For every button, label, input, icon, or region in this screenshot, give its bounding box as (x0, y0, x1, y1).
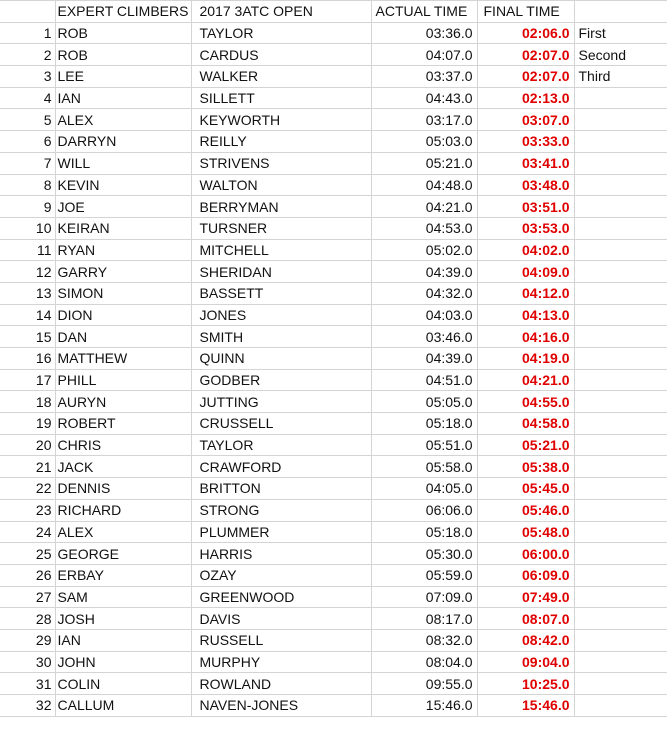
cell-rank[interactable]: 23 (0, 499, 55, 521)
cell-placing[interactable] (574, 109, 667, 131)
cell-first-name[interactable]: DAN (55, 326, 191, 348)
cell-last-name[interactable]: NAVEN-JONES (191, 695, 371, 717)
cell-final-time[interactable]: 04:13.0 (477, 304, 574, 326)
cell-first-name[interactable]: SAM (55, 586, 191, 608)
cell-last-name[interactable]: SILLETT (191, 87, 371, 109)
cell-actual-time[interactable]: 04:39.0 (371, 348, 477, 370)
cell-first-name[interactable]: JOE (55, 196, 191, 218)
cell-rank[interactable]: 12 (0, 261, 55, 283)
cell-last-name[interactable]: SMITH (191, 326, 371, 348)
cell-last-name[interactable]: REILLY (191, 131, 371, 153)
table-row (0, 282, 667, 304)
cell-last-name[interactable]: BRITTON (191, 478, 371, 500)
cell-last-name[interactable]: TAYLOR (191, 22, 371, 44)
cell-last-name[interactable]: CRAWFORD (191, 456, 371, 478)
cell-first-name[interactable]: ROBERT (55, 413, 191, 435)
cell-actual-time[interactable]: 05:18.0 (371, 521, 477, 543)
cell-final-time[interactable]: 05:48.0 (477, 521, 574, 543)
cell-rank[interactable]: 8 (0, 174, 55, 196)
cell-first-name[interactable]: IAN (55, 629, 191, 651)
cell-actual-time[interactable]: 06:06.0 (371, 499, 477, 521)
cell-last-name[interactable]: DAVIS (191, 608, 371, 630)
results-body (0, 1, 667, 717)
cell-placing[interactable] (574, 413, 667, 435)
cell-final-time[interactable]: 04:02.0 (477, 239, 574, 261)
table-row (0, 456, 667, 478)
cell-last-name[interactable]: OZAY (191, 564, 371, 586)
cell-first-name[interactable]: ROB (55, 44, 191, 66)
cell-last-name[interactable]: STRIVENS (191, 152, 371, 174)
cell-placing[interactable] (574, 304, 667, 326)
cell-first-name[interactable]: DARRYN (55, 131, 191, 153)
cell-actual-time[interactable]: 04:48.0 (371, 174, 477, 196)
table-row (0, 608, 667, 630)
cell-first-name[interactable]: COLIN (55, 673, 191, 695)
cell-final-time[interactable]: 03:07.0 (477, 109, 574, 131)
cell-last-name[interactable]: RUSSELL (191, 629, 371, 651)
cell-placing[interactable] (574, 326, 667, 348)
cell-rank[interactable]: 16 (0, 348, 55, 370)
cell-first-name[interactable]: WILL (55, 152, 191, 174)
cell-rank[interactable]: 17 (0, 369, 55, 391)
table-row (0, 109, 667, 131)
cell-first-name[interactable]: JACK (55, 456, 191, 478)
cell-final-time[interactable]: 02:07.0 (477, 66, 574, 88)
cell-final-time[interactable]: 04:12.0 (477, 282, 574, 304)
table-row (0, 304, 667, 326)
cell-rank[interactable]: 4 (0, 87, 55, 109)
table-row (0, 391, 667, 413)
table-row (0, 413, 667, 435)
cell-placing[interactable] (574, 629, 667, 651)
cell-actual-time[interactable]: 05:21.0 (371, 152, 477, 174)
cell-rank[interactable]: 5 (0, 109, 55, 131)
cell-rank[interactable]: 20 (0, 434, 55, 456)
cell-last-name[interactable]: QUINN (191, 348, 371, 370)
cell-last-name[interactable]: CARDUS (191, 44, 371, 66)
cell-placing[interactable] (574, 456, 667, 478)
cell-final-time[interactable]: 06:00.0 (477, 543, 574, 565)
cell-actual-time[interactable]: 03:36.0 (371, 22, 477, 44)
cell-actual-time[interactable]: 03:46.0 (371, 326, 477, 348)
cell-rank[interactable]: 6 (0, 131, 55, 153)
table-row (0, 66, 667, 88)
cell-actual-time[interactable]: 15:46.0 (371, 695, 477, 717)
header-cell-first-name[interactable]: EXPERT CLIMBERS (55, 1, 191, 23)
table-row (0, 695, 667, 717)
cell-actual-time[interactable]: 04:53.0 (371, 217, 477, 239)
table-row (0, 521, 667, 543)
table-row (0, 369, 667, 391)
table-row (0, 174, 667, 196)
cell-actual-time[interactable]: 04:07.0 (371, 44, 477, 66)
cell-actual-time[interactable]: 05:51.0 (371, 434, 477, 456)
header-cell-number[interactable] (0, 1, 55, 23)
cell-first-name[interactable]: CALLUM (55, 695, 191, 717)
cell-final-time[interactable]: 03:48.0 (477, 174, 574, 196)
cell-last-name[interactable]: BASSETT (191, 282, 371, 304)
cell-placing[interactable] (574, 434, 667, 456)
cell-last-name[interactable]: HARRIS (191, 543, 371, 565)
header-row (0, 1, 667, 23)
cell-final-time[interactable]: 04:16.0 (477, 326, 574, 348)
cell-actual-time[interactable]: 05:59.0 (371, 564, 477, 586)
cell-placing[interactable] (574, 196, 667, 218)
cell-actual-time[interactable]: 08:04.0 (371, 651, 477, 673)
cell-first-name[interactable]: RYAN (55, 239, 191, 261)
cell-final-time[interactable]: 15:46.0 (477, 695, 574, 717)
cell-actual-time[interactable]: 05:02.0 (371, 239, 477, 261)
table-row (0, 196, 667, 218)
cell-last-name[interactable]: PLUMMER (191, 521, 371, 543)
cell-placing[interactable] (574, 152, 667, 174)
cell-final-time[interactable]: 06:09.0 (477, 564, 574, 586)
cell-final-time[interactable]: 04:55.0 (477, 391, 574, 413)
cell-rank[interactable]: 19 (0, 413, 55, 435)
cell-placing[interactable] (574, 348, 667, 370)
cell-rank[interactable]: 25 (0, 543, 55, 565)
cell-placing[interactable]: First (574, 22, 667, 44)
cell-final-time[interactable]: 04:21.0 (477, 369, 574, 391)
cell-rank[interactable]: 30 (0, 651, 55, 673)
cell-rank[interactable]: 14 (0, 304, 55, 326)
cell-rank[interactable]: 21 (0, 456, 55, 478)
cell-rank[interactable]: 28 (0, 608, 55, 630)
cell-first-name[interactable]: ALEX (55, 109, 191, 131)
cell-actual-time[interactable]: 03:17.0 (371, 109, 477, 131)
cell-placing[interactable] (574, 695, 667, 717)
cell-placing[interactable] (574, 174, 667, 196)
header-cell-placing[interactable] (574, 1, 667, 23)
table-row (0, 261, 667, 283)
cell-rank[interactable]: 22 (0, 478, 55, 500)
cell-first-name[interactable]: ERBAY (55, 564, 191, 586)
cell-actual-time[interactable]: 04:05.0 (371, 478, 477, 500)
cell-placing[interactable] (574, 217, 667, 239)
cell-rank[interactable]: 11 (0, 239, 55, 261)
table-row (0, 22, 667, 44)
cell-final-time[interactable]: 04:19.0 (477, 348, 574, 370)
cell-rank[interactable]: 1 (0, 22, 55, 44)
cell-actual-time[interactable]: 05:30.0 (371, 543, 477, 565)
table-row (0, 44, 667, 66)
cell-rank[interactable]: 15 (0, 326, 55, 348)
cell-placing[interactable]: Second (574, 44, 667, 66)
cell-first-name[interactable]: RICHARD (55, 499, 191, 521)
cell-placing[interactable] (574, 651, 667, 673)
cell-last-name[interactable]: KEYWORTH (191, 109, 371, 131)
cell-first-name[interactable]: KEIRAN (55, 217, 191, 239)
cell-actual-time[interactable]: 09:55.0 (371, 673, 477, 695)
cell-first-name[interactable]: LEE (55, 66, 191, 88)
cell-placing[interactable] (574, 499, 667, 521)
cell-last-name[interactable]: JONES (191, 304, 371, 326)
cell-final-time[interactable]: 05:21.0 (477, 434, 574, 456)
table-row (0, 131, 667, 153)
cell-final-time[interactable]: 09:04.0 (477, 651, 574, 673)
cell-actual-time[interactable]: 05:18.0 (371, 413, 477, 435)
cell-final-time[interactable]: 08:42.0 (477, 629, 574, 651)
cell-placing[interactable] (574, 391, 667, 413)
cell-final-time[interactable]: 03:33.0 (477, 131, 574, 153)
cell-actual-time[interactable]: 05:58.0 (371, 456, 477, 478)
cell-final-time[interactable]: 03:51.0 (477, 196, 574, 218)
cell-last-name[interactable]: TURSNER (191, 217, 371, 239)
cell-first-name[interactable]: ROB (55, 22, 191, 44)
table-row (0, 87, 667, 109)
cell-placing[interactable] (574, 586, 667, 608)
cell-first-name[interactable]: DENNIS (55, 478, 191, 500)
cell-last-name[interactable]: STRONG (191, 499, 371, 521)
cell-final-time[interactable]: 04:58.0 (477, 413, 574, 435)
cell-last-name[interactable]: WALKER (191, 66, 371, 88)
cell-rank[interactable]: 26 (0, 564, 55, 586)
cell-final-time[interactable]: 02:13.0 (477, 87, 574, 109)
cell-final-time[interactable]: 05:45.0 (477, 478, 574, 500)
cell-final-time[interactable]: 02:07.0 (477, 44, 574, 66)
cell-final-time[interactable]: 05:38.0 (477, 456, 574, 478)
cell-rank[interactable]: 24 (0, 521, 55, 543)
table-row (0, 478, 667, 500)
cell-actual-time[interactable]: 04:32.0 (371, 282, 477, 304)
cell-actual-time[interactable]: 04:51.0 (371, 369, 477, 391)
cell-actual-time[interactable]: 04:39.0 (371, 261, 477, 283)
cell-placing[interactable] (574, 87, 667, 109)
cell-actual-time[interactable]: 08:17.0 (371, 608, 477, 630)
header-cell-last-name[interactable]: 2017 3ATC OPEN (191, 1, 371, 23)
table-row (0, 326, 667, 348)
cell-last-name[interactable]: GODBER (191, 369, 371, 391)
cell-actual-time[interactable]: 04:03.0 (371, 304, 477, 326)
table-row (0, 434, 667, 456)
cell-placing[interactable] (574, 543, 667, 565)
cell-first-name[interactable]: JOSH (55, 608, 191, 630)
cell-last-name[interactable]: MURPHY (191, 651, 371, 673)
cell-rank[interactable]: 32 (0, 695, 55, 717)
cell-first-name[interactable]: JOHN (55, 651, 191, 673)
cell-last-name[interactable]: ROWLAND (191, 673, 371, 695)
table-row (0, 651, 667, 673)
cell-actual-time[interactable]: 05:03.0 (371, 131, 477, 153)
cell-first-name[interactable]: AURYN (55, 391, 191, 413)
table-row (0, 217, 667, 239)
cell-first-name[interactable]: MATTHEW (55, 348, 191, 370)
cell-rank[interactable]: 3 (0, 66, 55, 88)
cell-actual-time[interactable]: 05:05.0 (371, 391, 477, 413)
cell-rank[interactable]: 2 (0, 44, 55, 66)
cell-first-name[interactable]: SIMON (55, 282, 191, 304)
table-row (0, 629, 667, 651)
cell-placing[interactable] (574, 521, 667, 543)
cell-last-name[interactable]: GREENWOOD (191, 586, 371, 608)
cell-placing[interactable] (574, 673, 667, 695)
cell-first-name[interactable]: IAN (55, 87, 191, 109)
table-row (0, 239, 667, 261)
cell-first-name[interactable]: PHILL (55, 369, 191, 391)
cell-final-time[interactable]: 04:09.0 (477, 261, 574, 283)
cell-last-name[interactable]: WALTON (191, 174, 371, 196)
cell-rank[interactable]: 7 (0, 152, 55, 174)
cell-rank[interactable]: 27 (0, 586, 55, 608)
cell-rank[interactable]: 9 (0, 196, 55, 218)
cell-placing[interactable]: Third (574, 66, 667, 88)
table-row (0, 348, 667, 370)
cell-rank[interactable]: 13 (0, 282, 55, 304)
header-cell-final-time[interactable]: FINAL TIME (477, 1, 574, 23)
cell-placing[interactable] (574, 608, 667, 630)
table-row (0, 673, 667, 695)
cell-last-name[interactable]: TAYLOR (191, 434, 371, 456)
cell-last-name[interactable]: JUTTING (191, 391, 371, 413)
cell-placing[interactable] (574, 261, 667, 283)
header-cell-actual-time[interactable]: ACTUAL TIME (371, 1, 477, 23)
cell-placing[interactable] (574, 282, 667, 304)
cell-first-name[interactable]: DION (55, 304, 191, 326)
cell-actual-time[interactable]: 03:37.0 (371, 66, 477, 88)
cell-final-time[interactable]: 03:41.0 (477, 152, 574, 174)
cell-placing[interactable] (574, 239, 667, 261)
cell-rank[interactable]: 10 (0, 217, 55, 239)
cell-final-time[interactable]: 07:49.0 (477, 586, 574, 608)
cell-first-name[interactable]: KEVIN (55, 174, 191, 196)
cell-final-time[interactable]: 03:53.0 (477, 217, 574, 239)
cell-last-name[interactable]: MITCHELL (191, 239, 371, 261)
cell-rank[interactable]: 29 (0, 629, 55, 651)
cell-final-time[interactable]: 10:25.0 (477, 673, 574, 695)
table-row (0, 564, 667, 586)
cell-last-name[interactable]: SHERIDAN (191, 261, 371, 283)
table-row (0, 543, 667, 565)
cell-first-name[interactable]: CHRIS (55, 434, 191, 456)
table-row (0, 152, 667, 174)
cell-last-name[interactable]: CRUSSELL (191, 413, 371, 435)
cell-rank[interactable]: 18 (0, 391, 55, 413)
cell-first-name[interactable]: GARRY (55, 261, 191, 283)
cell-first-name[interactable]: ALEX (55, 521, 191, 543)
cell-placing[interactable] (574, 478, 667, 500)
table-row (0, 499, 667, 521)
table-row (0, 586, 667, 608)
cell-last-name[interactable]: BERRYMAN (191, 196, 371, 218)
cell-final-time[interactable]: 02:06.0 (477, 22, 574, 44)
cell-first-name[interactable]: GEORGE (55, 543, 191, 565)
cell-actual-time[interactable]: 08:32.0 (371, 629, 477, 651)
cell-placing[interactable] (574, 369, 667, 391)
cell-actual-time[interactable]: 07:09.0 (371, 586, 477, 608)
cell-final-time[interactable]: 05:46.0 (477, 499, 574, 521)
cell-rank[interactable]: 31 (0, 673, 55, 695)
cell-placing[interactable] (574, 131, 667, 153)
cell-placing[interactable] (574, 564, 667, 586)
cell-actual-time[interactable]: 04:21.0 (371, 196, 477, 218)
cell-actual-time[interactable]: 04:43.0 (371, 87, 477, 109)
cell-final-time[interactable]: 08:07.0 (477, 608, 574, 630)
